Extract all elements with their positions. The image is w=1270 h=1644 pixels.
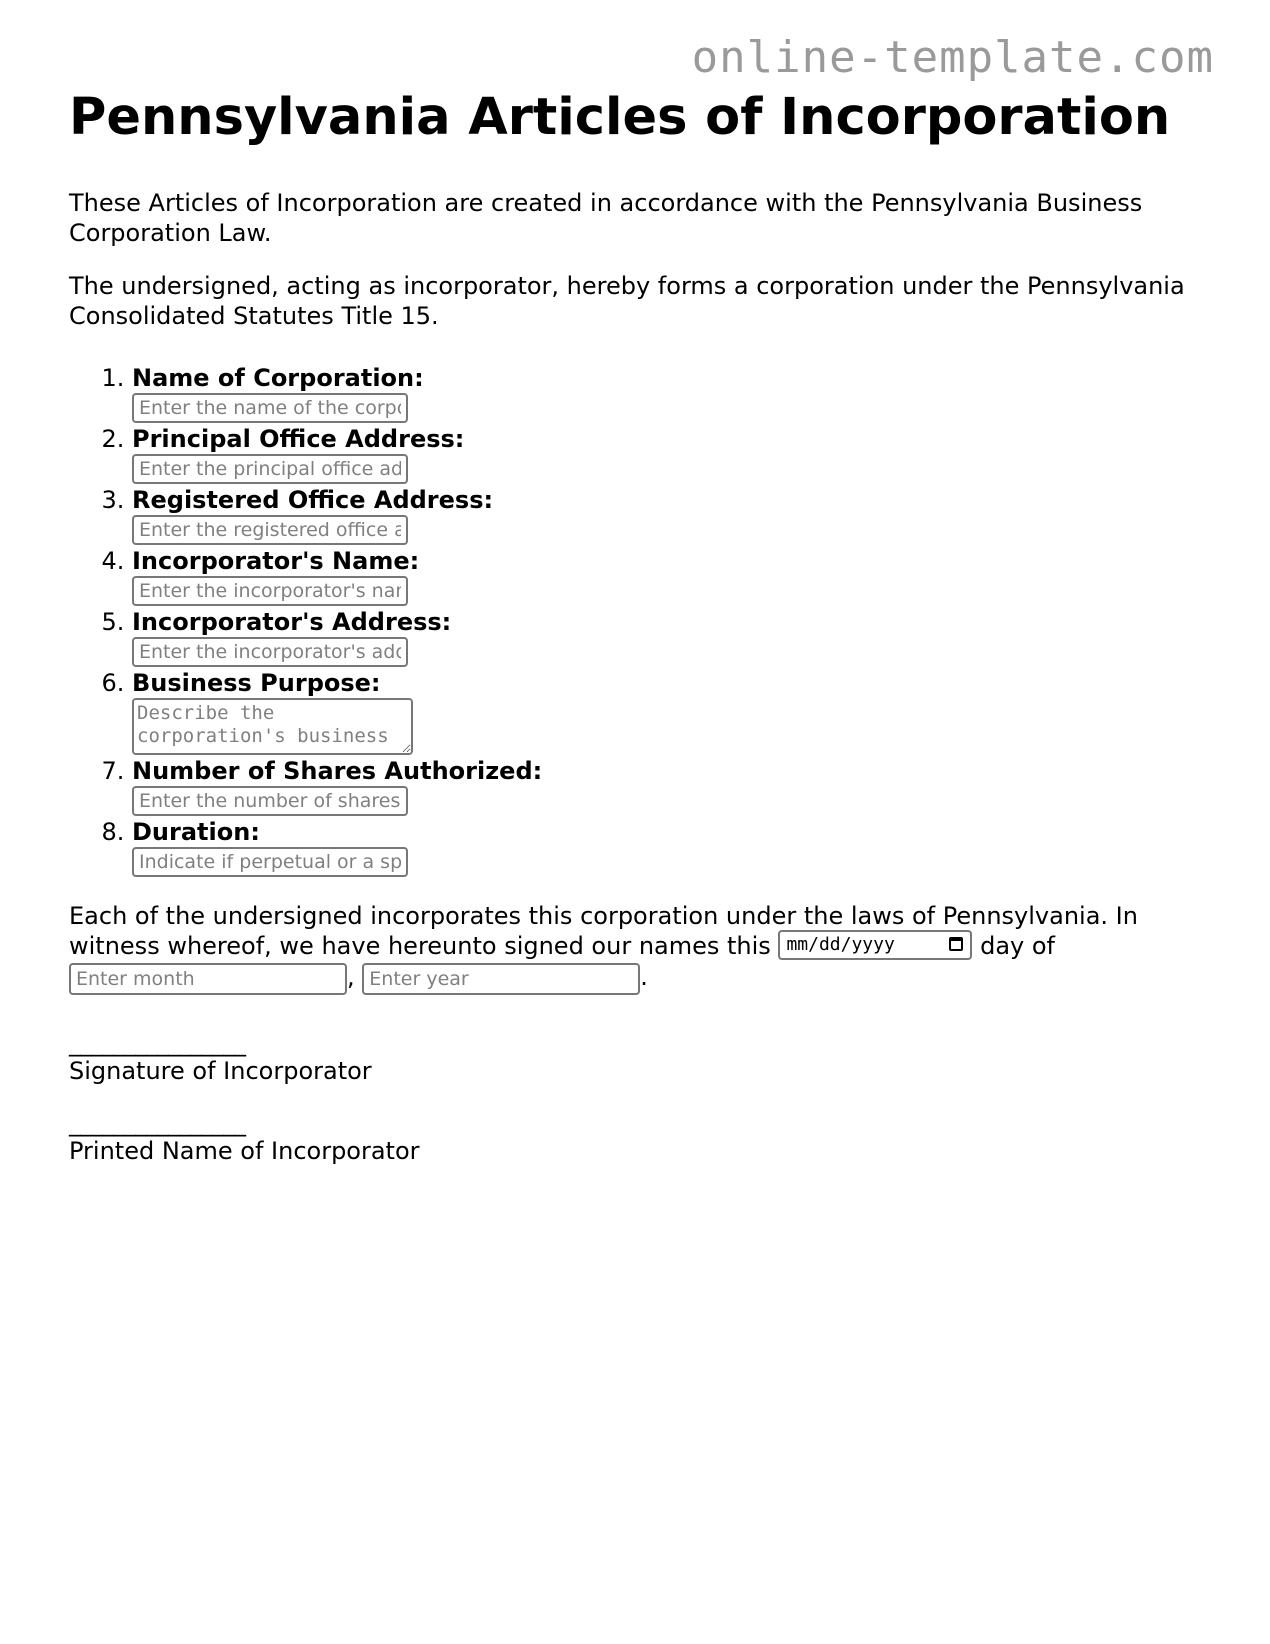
signature-block — [69, 1031, 1219, 1086]
printed-name-label: Printed Name of Incorporator — [69, 1137, 420, 1165]
incorporator-address-input[interactable] — [132, 637, 408, 667]
intro-paragraph-1: These Articles of Incorporation are created in accordance with the Pennsylvania Business Corporation Law. — [69, 189, 1143, 247]
field-label: Registered Office Address: — [132, 486, 494, 514]
field-label: Principal Office Address: — [132, 425, 465, 453]
year-input[interactable] — [362, 963, 640, 995]
shares-authorized-input[interactable] — [132, 786, 408, 816]
incorporator-name-input[interactable] — [132, 576, 408, 606]
signature-label: Signature of Incorporator — [69, 1057, 372, 1085]
day-of-text: day of — [980, 932, 1055, 960]
list-item-incorporator-address — [132, 607, 1219, 667]
registered-office-input[interactable] — [132, 515, 408, 545]
document-body — [69, 88, 1219, 1191]
witness-paragraph — [69, 901, 1219, 995]
list-item-duration — [132, 817, 1219, 877]
watermark: online-template.com — [691, 32, 1214, 83]
calendar-icon[interactable] — [949, 937, 963, 951]
articles-list — [69, 363, 1219, 877]
field-label: Incorporator's Address: — [132, 608, 452, 636]
intro-paragraph-2: The undersigned, acting as incorporator, hereby forms a corporation under the Pennsylvania Consolidated Statutes Title 15. — [69, 272, 1185, 330]
printed-name-block — [69, 1111, 1219, 1166]
printed-name-line: ________________ — [69, 1109, 245, 1137]
list-item-shares-authorized — [132, 756, 1219, 816]
list-item-name-of-corporation — [132, 363, 1219, 423]
date-input[interactable] — [778, 930, 972, 960]
duration-input[interactable] — [132, 847, 408, 877]
business-purpose-textarea[interactable] — [132, 698, 413, 755]
field-label: Number of Shares Authorized: — [132, 757, 543, 785]
field-label: Business Purpose: — [132, 669, 381, 697]
signature-line: ________________ — [69, 1029, 245, 1057]
date-placeholder: mm/dd/yyyy — [786, 934, 895, 955]
page-title: Pennsylvania Articles of Incorporation — [69, 88, 1171, 147]
month-input[interactable] — [69, 963, 347, 995]
field-label: Incorporator's Name: — [132, 547, 420, 575]
corporation-name-input[interactable] — [132, 393, 408, 423]
list-item-business-purpose — [132, 668, 1219, 755]
witness-text: Each of the undersigned incorporates this corporation under the laws of Pennsylvania. In witness whereof, we have hereunto signed our names this — [69, 902, 1138, 960]
list-item-principal-office — [132, 424, 1219, 484]
list-item-incorporator-name — [132, 546, 1219, 606]
field-label: Name of Corporation: — [132, 364, 424, 392]
comma-text: , — [347, 963, 355, 991]
period-text: . — [640, 963, 648, 991]
field-label: Duration: — [132, 818, 260, 846]
principal-office-input[interactable] — [132, 454, 408, 484]
list-item-registered-office — [132, 485, 1219, 545]
